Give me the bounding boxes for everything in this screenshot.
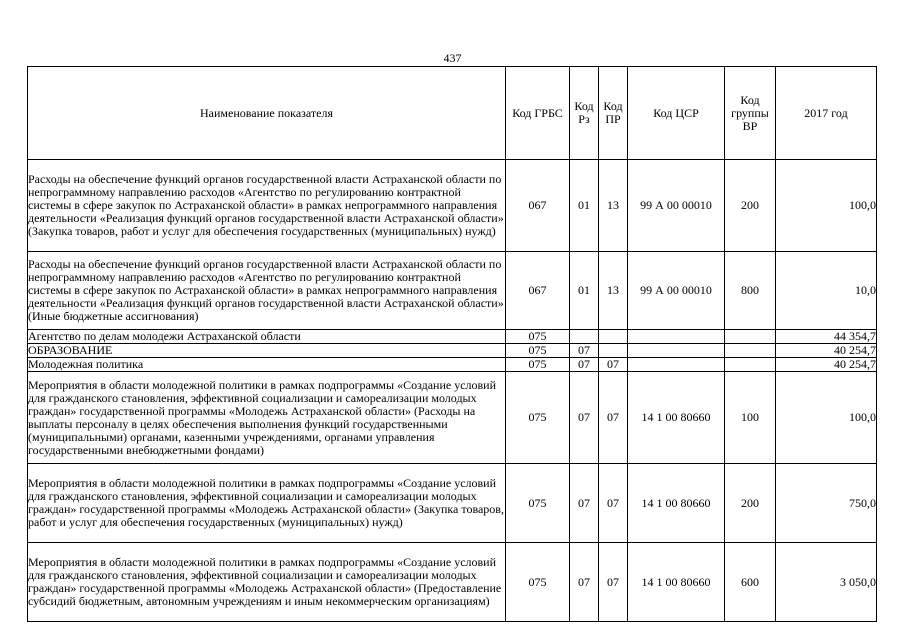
row-name: Расходы на обеспечение функций органов государственной власти Астраханской области по непрограммному направлению расходов «Агентство по регулированию контрактной системы в сфере закупок по Астраханской области» в рамках непрограммного направления деятельности «Реализация функций органов государственной власти Астраханской области» (Закупка товаров, работ и услуг для обеспечения государственных (муниципальных) нужд) bbox=[28, 160, 506, 252]
row-csr: 99 А 00 00010 bbox=[628, 160, 725, 252]
header-name: Наименование показателя bbox=[28, 67, 506, 160]
row-pr: 07 bbox=[599, 543, 628, 622]
row-pr bbox=[599, 330, 628, 344]
row-grbs: 075 bbox=[506, 330, 570, 344]
row-pr: 13 bbox=[599, 252, 628, 330]
row-rz: 07 bbox=[570, 372, 599, 464]
row-rz: 01 bbox=[570, 252, 599, 330]
row-grbs: 075 bbox=[506, 372, 570, 464]
row-rz: 01 bbox=[570, 160, 599, 252]
row-name: Мероприятия в области молодежной политики в рамках подпрограммы «Создание условий для гражданского становления, эффективной социализации и самореализации молодых граждан» государственной программы «Молодежь Астраханской области» (Закупка товаров, работ и услуг для обеспечения государственных (муниципальных) нужд) bbox=[28, 464, 506, 543]
row-rz: 07 bbox=[570, 464, 599, 543]
row-grbs: 075 bbox=[506, 344, 570, 358]
row-vr: 600 bbox=[725, 543, 776, 622]
row-pr: 07 bbox=[599, 358, 628, 372]
header-rz: Код Рз bbox=[570, 67, 599, 160]
row-csr: 14 1 00 80660 bbox=[628, 464, 725, 543]
table-row bbox=[28, 252, 877, 330]
row-name: ОБРАЗОВАНИЕ bbox=[28, 344, 506, 358]
header-grbs: Код ГРБС bbox=[506, 67, 570, 160]
row-name: Агентство по делам молодежи Астраханской области bbox=[28, 330, 506, 344]
row-amount: 3 050,0 bbox=[776, 543, 877, 622]
row-rz: 07 bbox=[570, 358, 599, 372]
budget-table bbox=[27, 66, 877, 622]
header-year: 2017 год bbox=[776, 67, 877, 160]
row-name: Расходы на обеспечение функций органов государственной власти Астраханской области по непрограммному направлению расходов «Агентство по регулированию контрактной системы в сфере закупок по Астраханской области» в рамках непрограммного направления деятельности «Реализация функций органов государственной власти Астраханской области» (Иные бюджетные ассигнования) bbox=[28, 252, 506, 330]
row-amount: 750,0 bbox=[776, 464, 877, 543]
row-pr: 07 bbox=[599, 464, 628, 543]
row-rz bbox=[570, 330, 599, 344]
row-vr bbox=[725, 358, 776, 372]
row-name: Мероприятия в области молодежной политики в рамках подпрограммы «Создание условий для гражданского становления, эффективной социализации и самореализации молодых граждан» государственной программы «Молодежь Астраханской области» (Предоставление субсидий бюджетным, автономным учреждениям и иным некоммерческим организациям) bbox=[28, 543, 506, 622]
row-csr bbox=[628, 358, 725, 372]
row-name: Молодежная политика bbox=[28, 358, 506, 372]
row-vr: 200 bbox=[725, 464, 776, 543]
row-csr bbox=[628, 344, 725, 358]
row-name: Мероприятия в области молодежной политики в рамках подпрограммы «Создание условий для гражданского становления, эффективной социализации и самореализации молодых граждан» государственной программы «Молодежь Астраханской области» (Расходы на выплаты персоналу в целях обеспечения выполнения функций государственными (муниципальными) органами, казенными учреждениями, органами управления государственными внебюджетными фондами) bbox=[28, 372, 506, 464]
table-row bbox=[28, 464, 877, 543]
page-number: 437 bbox=[443, 51, 462, 65]
header-vr: Код группы ВР bbox=[725, 67, 776, 160]
row-pr bbox=[599, 344, 628, 358]
row-grbs: 075 bbox=[506, 543, 570, 622]
row-grbs: 067 bbox=[506, 252, 570, 330]
table-row bbox=[28, 372, 877, 464]
row-csr bbox=[628, 330, 725, 344]
row-amount: 44 354,7 bbox=[776, 330, 877, 344]
header-csr: Код ЦСР bbox=[628, 67, 725, 160]
row-vr bbox=[725, 330, 776, 344]
table-row bbox=[28, 358, 877, 372]
row-csr: 14 1 00 80660 bbox=[628, 543, 725, 622]
row-rz: 07 bbox=[570, 344, 599, 358]
row-vr bbox=[725, 344, 776, 358]
row-amount: 100,0 bbox=[776, 372, 877, 464]
row-grbs: 067 bbox=[506, 160, 570, 252]
header-pr: Код ПР bbox=[599, 67, 628, 160]
table-row bbox=[28, 344, 877, 358]
row-rz: 07 bbox=[570, 543, 599, 622]
row-pr: 13 bbox=[599, 160, 628, 252]
table-row bbox=[28, 543, 877, 622]
row-amount: 40 254,7 bbox=[776, 344, 877, 358]
row-vr: 100 bbox=[725, 372, 776, 464]
table-row bbox=[28, 160, 877, 252]
row-csr: 99 А 00 00010 bbox=[628, 252, 725, 330]
row-vr: 800 bbox=[725, 252, 776, 330]
row-pr: 07 bbox=[599, 372, 628, 464]
row-amount: 10,0 bbox=[776, 252, 877, 330]
row-amount: 100,0 bbox=[776, 160, 877, 252]
row-csr: 14 1 00 80660 bbox=[628, 372, 725, 464]
header-row bbox=[28, 67, 877, 160]
table-row bbox=[28, 330, 877, 344]
row-amount: 40 254,7 bbox=[776, 358, 877, 372]
row-grbs: 075 bbox=[506, 358, 570, 372]
row-vr: 200 bbox=[725, 160, 776, 252]
row-grbs: 075 bbox=[506, 464, 570, 543]
